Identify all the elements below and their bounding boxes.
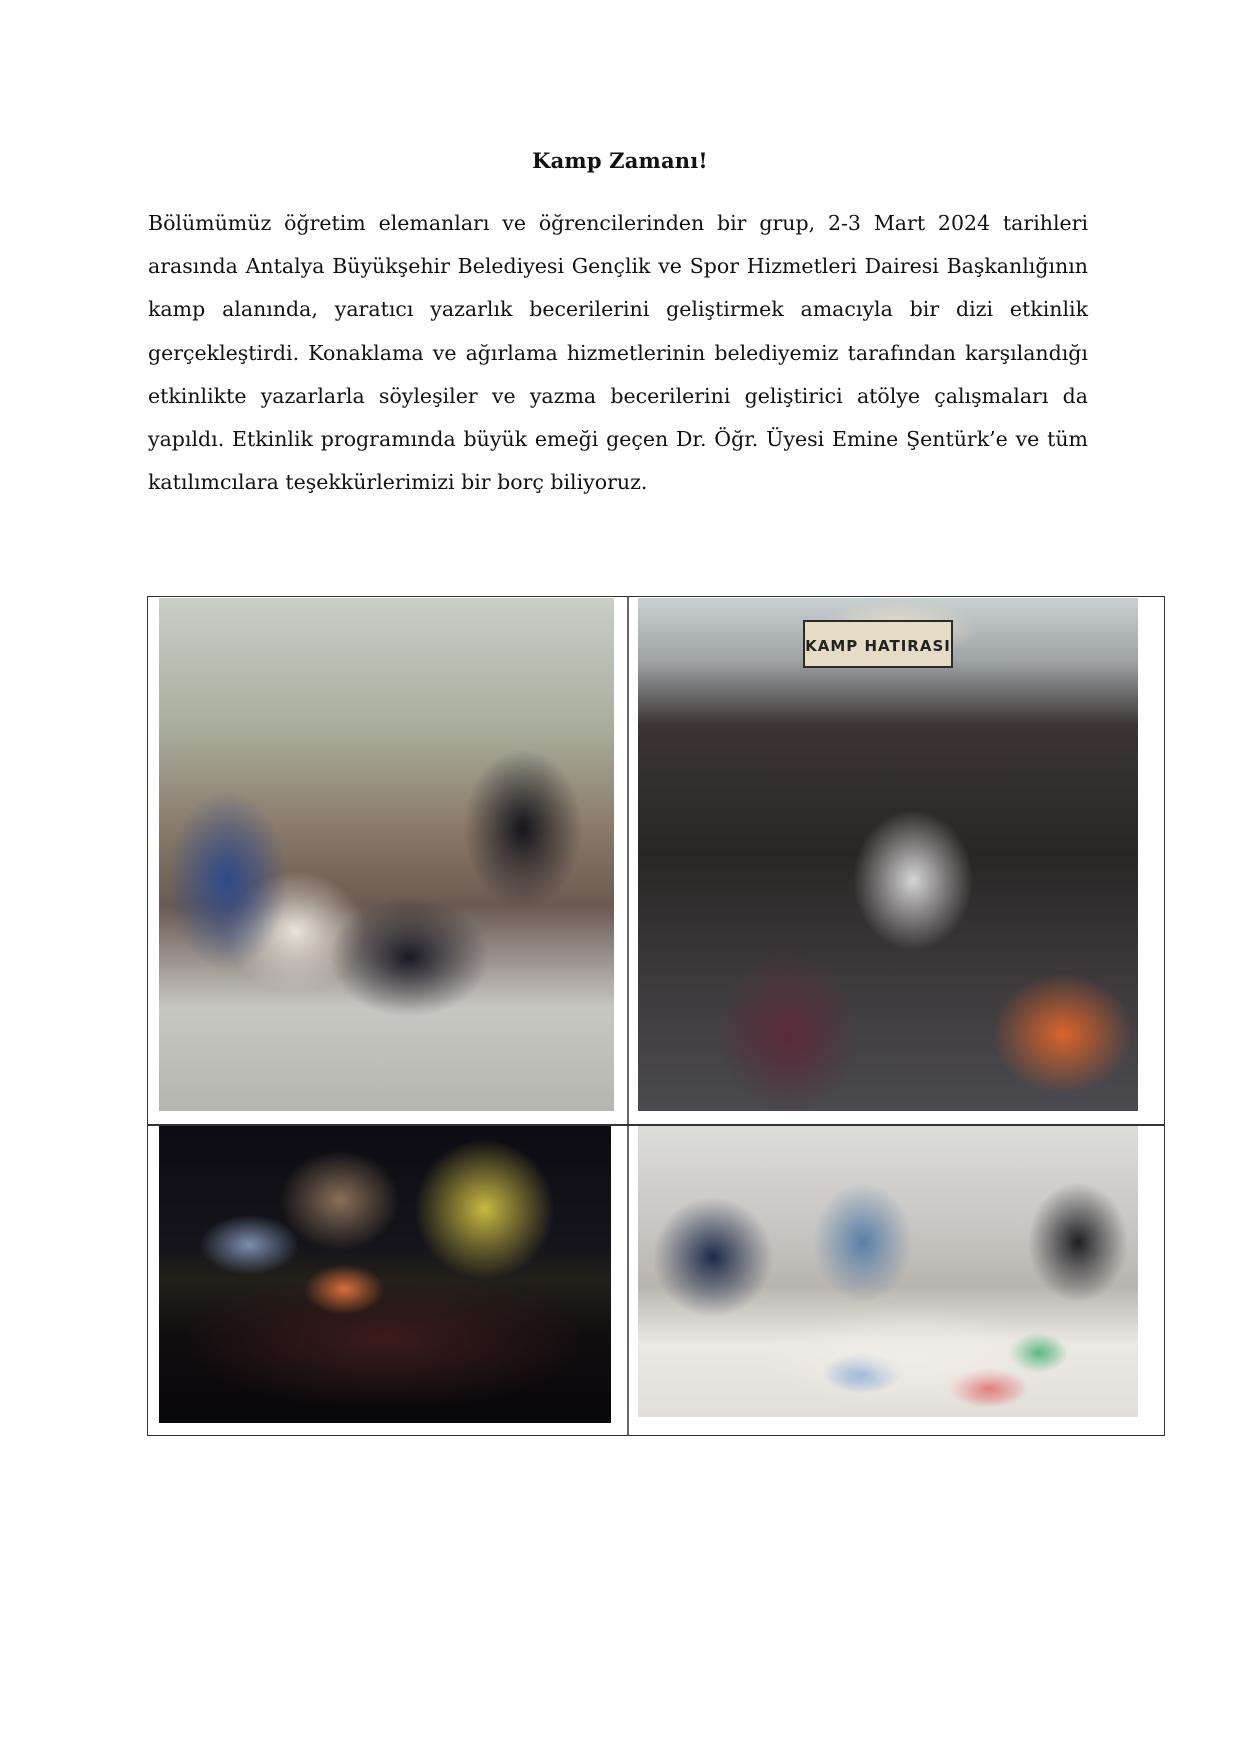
photo-table: [147, 596, 1165, 1436]
photo-night-campfire: [159, 1126, 611, 1423]
table-divider-horizontal: [148, 1124, 1164, 1126]
photo-handprint-activity: [638, 1126, 1138, 1417]
photo-group-banner: [638, 598, 1138, 1111]
banner-text: KAMP HATIRASI: [803, 620, 953, 668]
body-paragraph: Bölümümüz öğretim elemanları ve öğrencilerinden bir grup, 2-3 Mart 2024 tarihleri arasında Antalya Büyükşehir Belediyesi Gençlik ve Spor Hizmetleri Dairesi Başkanlığının kamp alanında, yaratıcı yazarlık becerilerini geliştirmek amacıyla bir dizi etkinlik gerçekleştirdi. Konaklama ve ağırlama hizmetlerinin belediyemiz tarafından karşılandığı etkinlikte yazarlarla söyleşiler ve yazma becerilerini geliştirici atölye çalışmaları da yapıldı. Etkinlik programında büyük emeği geçen Dr. Öğr. Üyesi Emine Şentürk’e ve tüm katılımcılara teşekkürlerimizi bir borç biliyoruz.: [148, 211, 1088, 495]
page-title: Kamp Zamanı!: [532, 148, 708, 173]
photo-painted-hands-group: [159, 598, 614, 1111]
table-divider-vertical: [627, 597, 629, 1435]
